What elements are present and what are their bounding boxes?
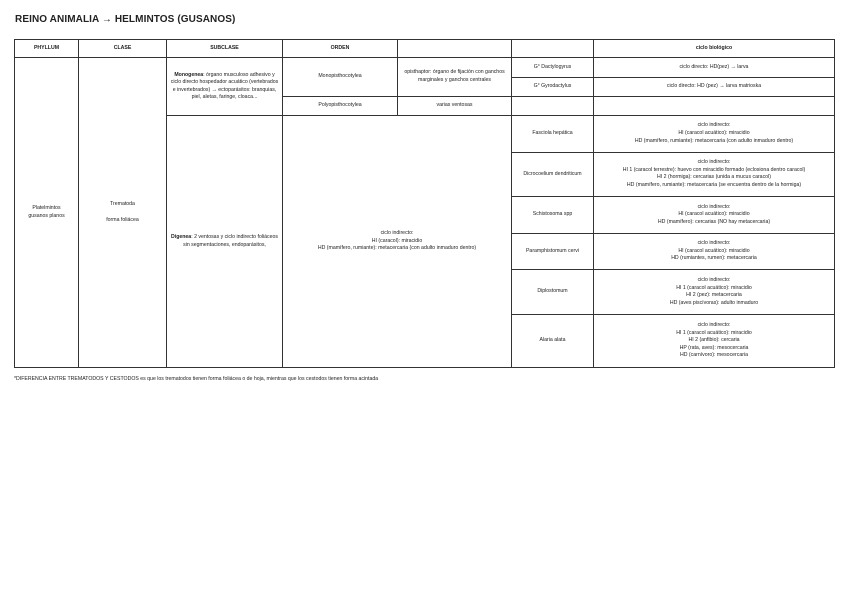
ciclo-line: HI 1 (caracol terrestre): huevo con miracidio formado (eclosiona dentro caracol) [622, 166, 806, 173]
digenea-orden-cell [283, 116, 512, 368]
empty-cell [512, 96, 594, 115]
species-gyrodactylus: G° Gyrodactylus [512, 77, 594, 96]
ventosas-cell: varias ventosas [398, 96, 512, 115]
clase-cell [79, 58, 167, 368]
species-paramphistomum: Paramphistomum cervi [512, 233, 594, 270]
ciclo-line: HD (rumiantes, rumen): metacercaria [671, 255, 757, 262]
empty-cell [594, 96, 835, 115]
opisthaptor-cell: opisthaptor: órgano de fijación con ganchos marginales y ganchos centrales [398, 58, 512, 97]
species-schistosoma: Schistosoma spp [512, 197, 594, 234]
ciclo-alaria [594, 315, 835, 368]
ciclo-line: HD (mamífero, rumiante): metacercaria (se encuentra dentro de la hormiga) [626, 182, 802, 189]
species-alaria: Alaria alata [512, 315, 594, 368]
ciclo-line: HI (caracol acuático): miracidio [678, 211, 750, 218]
clase-name: Trematoda [110, 201, 135, 208]
ciclo-dicrocoelium [594, 152, 835, 197]
ciclo-line: HD (mamífero, rumiante): metacercaria (con adulto inmaduro dentro) [634, 137, 794, 144]
ciclo-line: HI (caracol acuático): miracidio [678, 130, 750, 137]
digenea-cell [167, 116, 283, 368]
ciclo-line: HI 1 (caracol acuático): miracidio [676, 284, 752, 291]
ciclo-line: ciclo indirecto: [697, 159, 731, 166]
header-row [15, 40, 835, 58]
ciclo-line: HI 2 (anfibio): cercaria [688, 337, 740, 344]
ciclo-schistosoma [594, 197, 835, 234]
ciclo-line: HI (caracol acuático): miracidio [678, 247, 750, 254]
clase-desc: forma foliácea [106, 216, 139, 223]
ciclo-line: ciclo indirecto: [697, 203, 731, 210]
ciclo-line: HD (aves piscívoras): adulto inmaduro [669, 299, 759, 306]
ciclo-line: HI 1 (caracol acuático): miracidio [676, 329, 752, 336]
digenea-desc: : 2 ventosas y ciclo indirecto foliáceos sin segmentaciones, endoparásitos, [183, 233, 278, 248]
phyllum-name: Platelmintos [32, 205, 61, 212]
ciclo-line: HD (mamífero): cercarias (NO hay metacercaria) [657, 218, 771, 225]
ciclo-line: ciclo indirecto: [697, 322, 731, 329]
ciclo-line: ciclo indirecto: [697, 240, 731, 247]
header-empty-1 [398, 40, 512, 58]
species-diplostomum: Diplostomum [512, 270, 594, 315]
footnote: *DIFERENCIA ENTRE TREMATODOS Y CESTODOS es que los trematodos tienen forma foliácea o de hoja, mientras que los cestodos tienen forma acintada [14, 376, 379, 382]
orden-polyopisthocotylea: Polyopisthocotylea [283, 96, 398, 115]
phyllum-cell [15, 58, 79, 368]
species-fasciola: Fasciola hepática [512, 116, 594, 153]
ciclo-line: HI 2 (hormiga): cercarias (unida a mucus caracol) [657, 174, 771, 181]
page-title: REINO ANIMALIA → HELMINTOS (GUSANOS) [15, 14, 236, 25]
ciclo-fasciola [594, 116, 835, 153]
ciclo-line: HD (carnívoro): mesocercaria [679, 352, 749, 359]
species-dicrocoelium: Dicrocoelium dendriticum [512, 152, 594, 197]
orden-line: HD (mamífero, rumiante): metacercaria (con adulto inmaduro dentro) [317, 245, 477, 252]
ciclo-line: HP (rata, aves): mesocercaria [679, 344, 749, 351]
orden-line: HI (caracol): miracidio [371, 237, 423, 244]
ciclo-line: HI 2 (pez): metacercaria [686, 292, 742, 299]
phyllum-desc: gusanos planos [28, 212, 65, 219]
ciclo-line: ciclo indirecto: [697, 122, 731, 129]
monogenea-name: Monogenea [174, 71, 204, 78]
ciclo-paramphistomum [594, 233, 835, 270]
ciclo-line: ciclo indirecto: [697, 277, 731, 284]
orden-line: ciclo indirecto: [380, 230, 414, 237]
table-row [15, 58, 835, 77]
header-ciclo: ciclo biológico [594, 40, 835, 58]
ciclo-diplostomum [594, 270, 835, 315]
header-subclase: SUBCLASE [167, 40, 283, 58]
ciclo-gyrodactylus: ciclo directo: HD (pez) → larva matrioska [594, 77, 835, 96]
ciclo-dactylogyrus: ciclo directo: HD(pez) → larva [594, 58, 835, 77]
species-dactylogyrus: G° Dactylogyrus [512, 58, 594, 77]
header-clase: CLASE [79, 40, 167, 58]
header-empty-2 [512, 40, 594, 58]
orden-monopisthocotylea: Monopisthocotylea [283, 58, 398, 97]
monogenea-cell [167, 58, 283, 116]
classification-table [14, 39, 835, 368]
header-orden: ORDEN [283, 40, 398, 58]
monogenea-desc: : órgano musculoso adhesivo y ciclo directo hospedador acuático (vertebrados e invertebrados) → ectoparásitos: branquias, piel, aletas, faringe, cloaca... [170, 71, 279, 101]
header-phyllum: PHYLLUM [15, 40, 79, 58]
digenea-name: Digenea [171, 233, 192, 240]
